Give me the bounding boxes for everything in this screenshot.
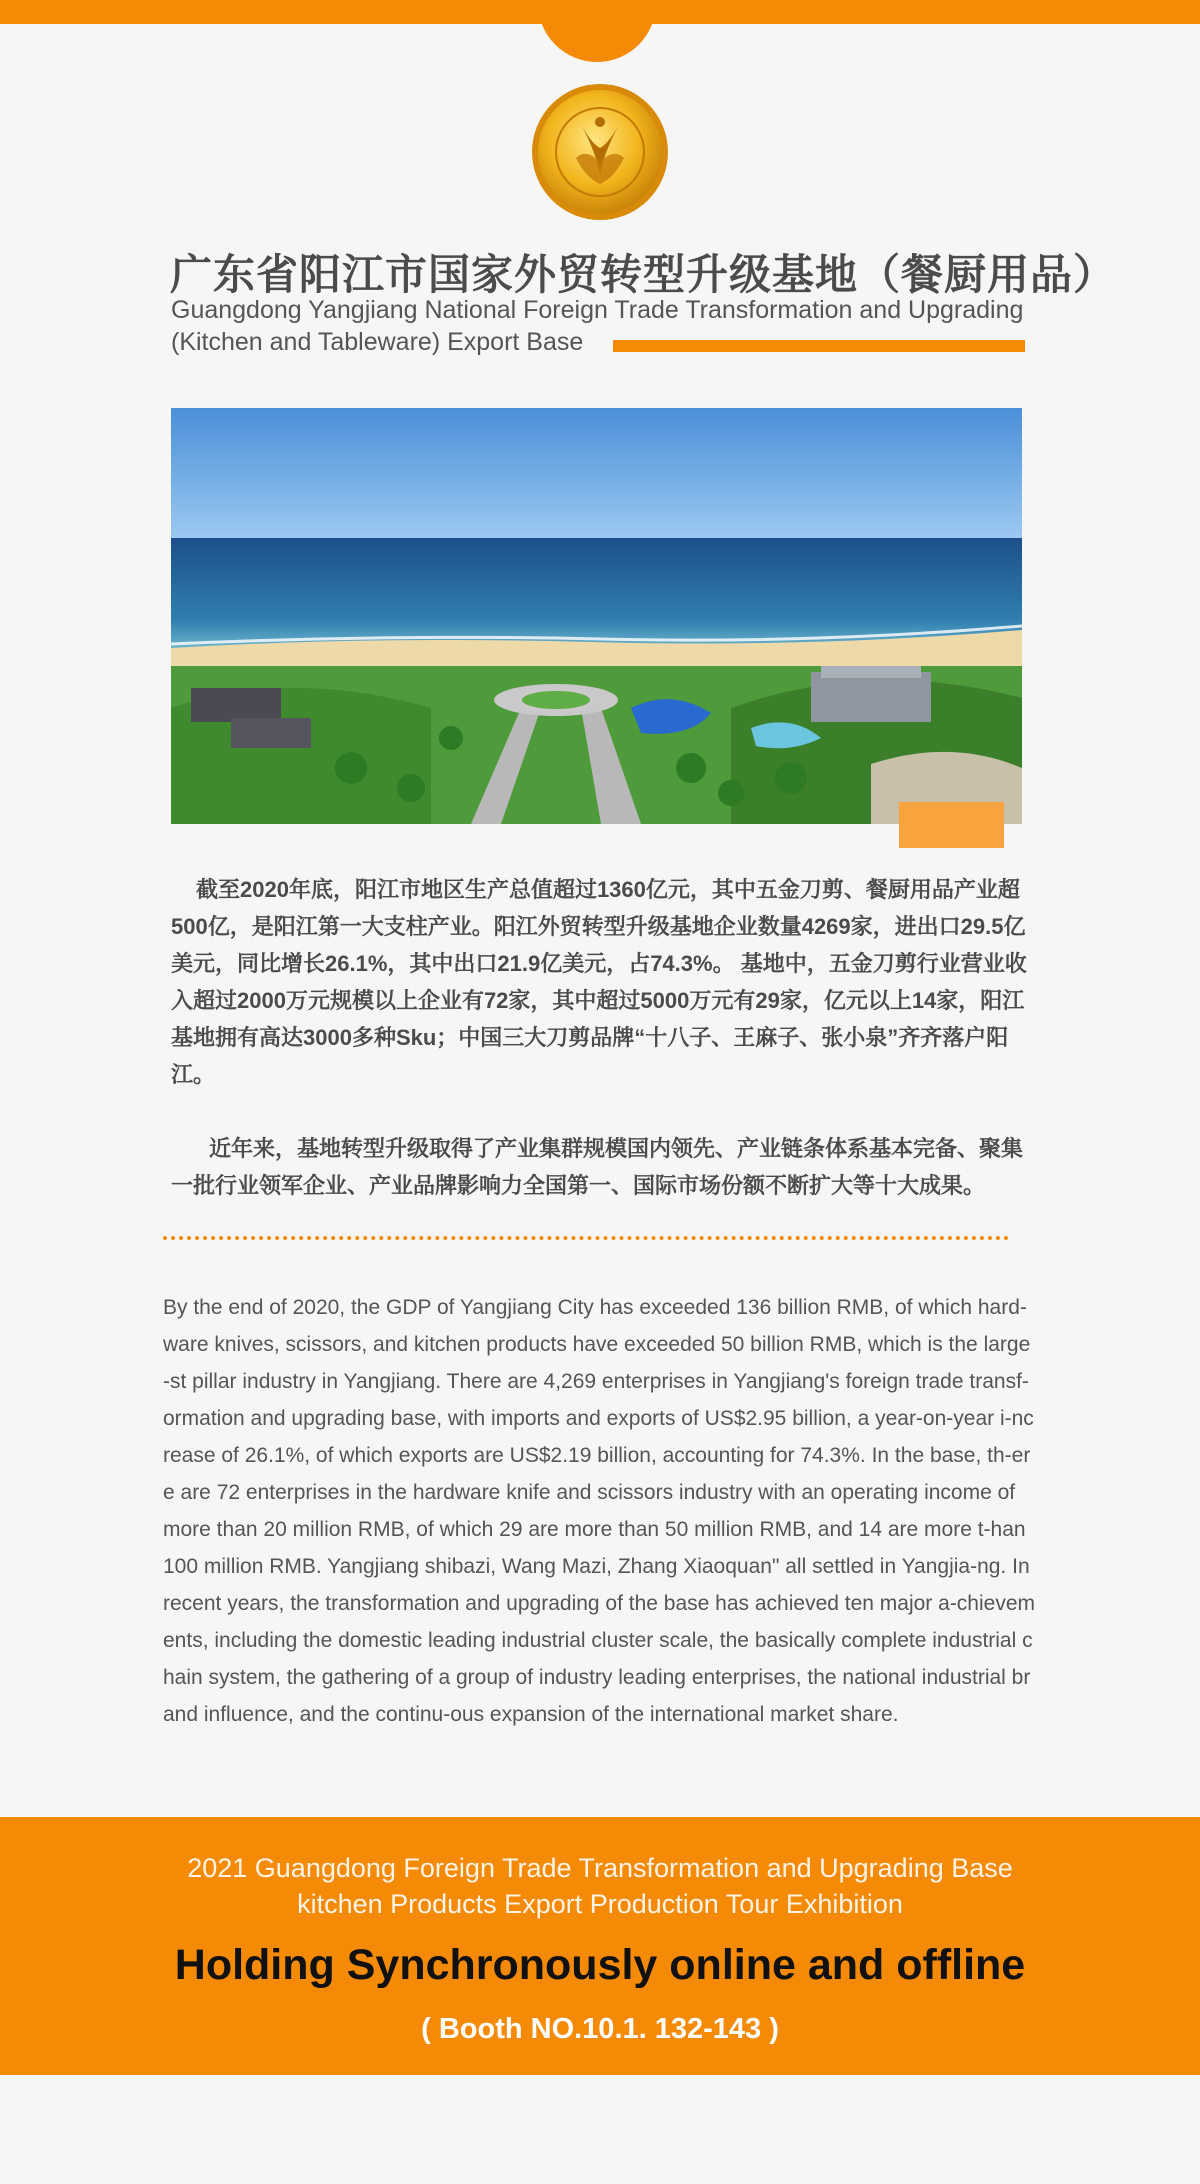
- page-subtitle-line2: (Kitchen and Tableware) Export Base: [171, 328, 584, 356]
- exhibition-banner: [0, 1817, 1200, 2075]
- booth-number: ( Booth NO.10.1. 132-143 ): [421, 2013, 779, 2045]
- top-accent-tab: [538, 0, 656, 62]
- page-title: 广东省阳江市国家外贸转型升级基地（餐厨用品）: [170, 251, 1117, 298]
- banner-title-line2: kitchen Products Export Production Tour Exhibition: [297, 1889, 903, 1919]
- photo-accent-block: [899, 802, 1004, 848]
- intro-paragraph-cn-1: 截至2020年底，阳江市地区生产总值超过1360亿元，其中五金刀剪、餐厨用品产业超500亿，是阳江第一大支柱产业。阳江外贸转型升级基地企业数量4269家，进出口29.5亿美元，同比增长26.1%，其中出口21.9亿美元，占74.3%。 基地中，五金刀剪行业营业收入超过2000万元规模以上企业有72家，其中超过5000万元有29家，亿元以上14家，阳江基地拥有高达3000多种Sku；中国三大刀剪品牌“十八子、王麻子、张小泉”齐齐落户阳江。: [171, 877, 1027, 1087]
- intro-paragraph-cn-2: 近年来，基地转型升级取得了产业集群规模国内领先、产业链条体系基本完备、聚集一批行业领军企业、产业品牌影响力全国第一、国际市场份额不断扩大等十大成果。: [171, 1136, 1024, 1198]
- coastal-resort-aerial-photo: [171, 408, 1022, 824]
- base-emblem-logo: [530, 82, 670, 222]
- banner-title-line1: 2021 Guangdong Foreign Trade Transformation and Upgrading Base: [187, 1853, 1013, 1883]
- banner-headline: Holding Synchronously online and offline: [174, 1941, 1026, 1989]
- title-underline-bar: [613, 340, 1025, 352]
- page-subtitle-line1: Guangdong Yangjiang National Foreign Trade Transformation and Upgrading: [171, 296, 1024, 324]
- dotted-divider: [163, 1236, 1009, 1240]
- intro-paragraph-en: By the end of 2020, the GDP of Yangjiang City has exceeded 136 billion RMB, of which hard-ware knives, scissors, and kitchen products have exceeded 50 billion RMB, which is the large-st pillar industry in Yangjiang. There are 4,269 enterprises in Yangjiang's foreign trade transf-ormation and upgrading base, with imports and exports of US$2.95 billion, a year-on-year i-ncrease of 26.1%, of which exports are US$2.19 billion, accounting for 74.3%. In the base, th-ere are 72 enterprises in the hardware knife and scissors industry with an operating income of more than 20 million RMB, of which 29 are more than 50 million RMB, and 14 are more t-han 100 million RMB. Yangjiang shibazi, Wang Mazi, Zhang Xiaoquan" all settled in Yangjia-ng. In recent years, the transformation and upgrading of the base has achieved ten major a-chievements, including the domestic leading industrial cluster scale, the basically complete industrial chain system, the gathering of a group of industry leading enterprises, the national industrial brand influence, and the continu-ous expansion of the international market share.: [163, 1296, 1036, 1726]
